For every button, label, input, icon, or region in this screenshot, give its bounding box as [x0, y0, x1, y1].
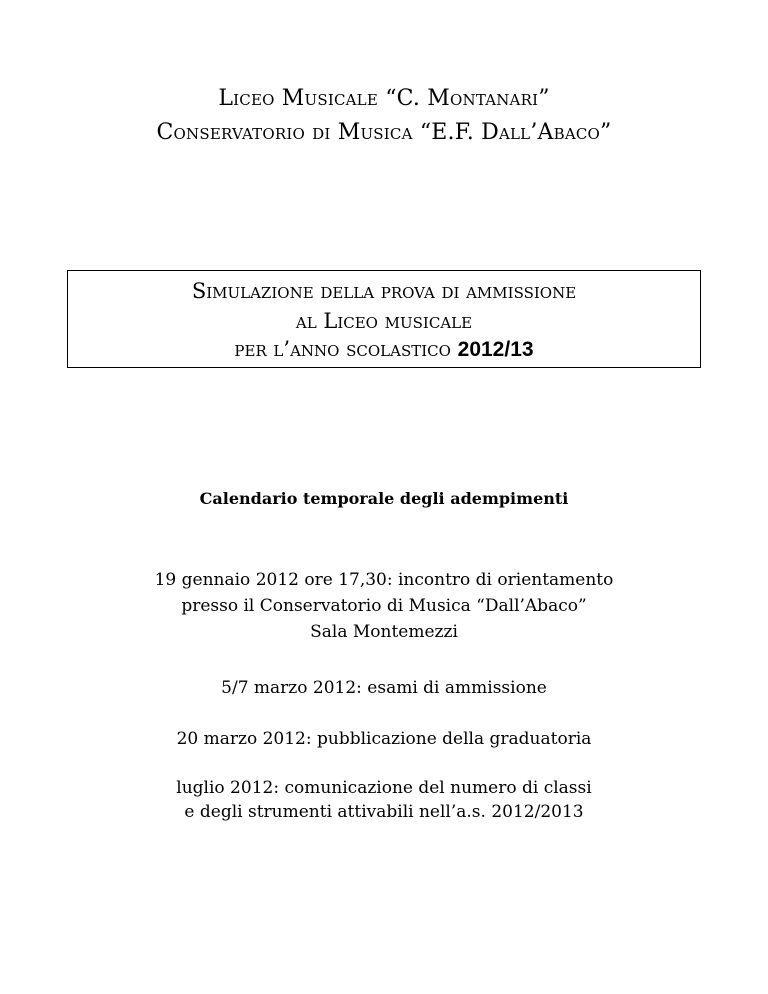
conservatory-name: Conservatorio di Musica — [156, 120, 413, 145]
calendar-entry-5: 20 marzo 2012: pubblicazione della graduatoria — [176, 729, 592, 749]
title-line-3-prefix: per l’anno scolastico — [234, 337, 451, 361]
calendar-entry-6: luglio 2012: comunicazione del numero di classi — [176, 778, 592, 798]
title-line-2: al Liceo musicale — [295, 309, 473, 333]
calendar-entry-4: 5/7 marzo 2012: esami di ammissione — [221, 678, 547, 698]
title-box — [67, 270, 701, 368]
calendar-title: Calendario temporale degli adempimenti — [199, 489, 569, 508]
school-name: Liceo Musicale — [218, 86, 378, 111]
calendar-entry-2: presso il Conservatorio di Musica “Dall’Abaco” — [181, 596, 587, 616]
calendar-entry-1: 19 gennaio 2012 ore 17,30: incontro di orientamento — [154, 570, 614, 590]
title-line-1: Simulazione della prova di ammissione — [191, 279, 577, 303]
school-year: 2012/13 — [457, 338, 534, 361]
school-dedication: “C. Montanari” — [385, 86, 550, 111]
title-line-3 — [68, 337, 700, 362]
school-name-heading — [0, 86, 768, 111]
calendar-entry-3: Sala Montemezzi — [310, 622, 458, 642]
conservatory-dedication: “E.F. Dall’Abaco” — [419, 120, 612, 145]
conservatory-name-heading — [0, 120, 768, 145]
calendar-entry-7: e degli strumenti attivabili nell’a.s. 2012/2013 — [184, 802, 584, 822]
